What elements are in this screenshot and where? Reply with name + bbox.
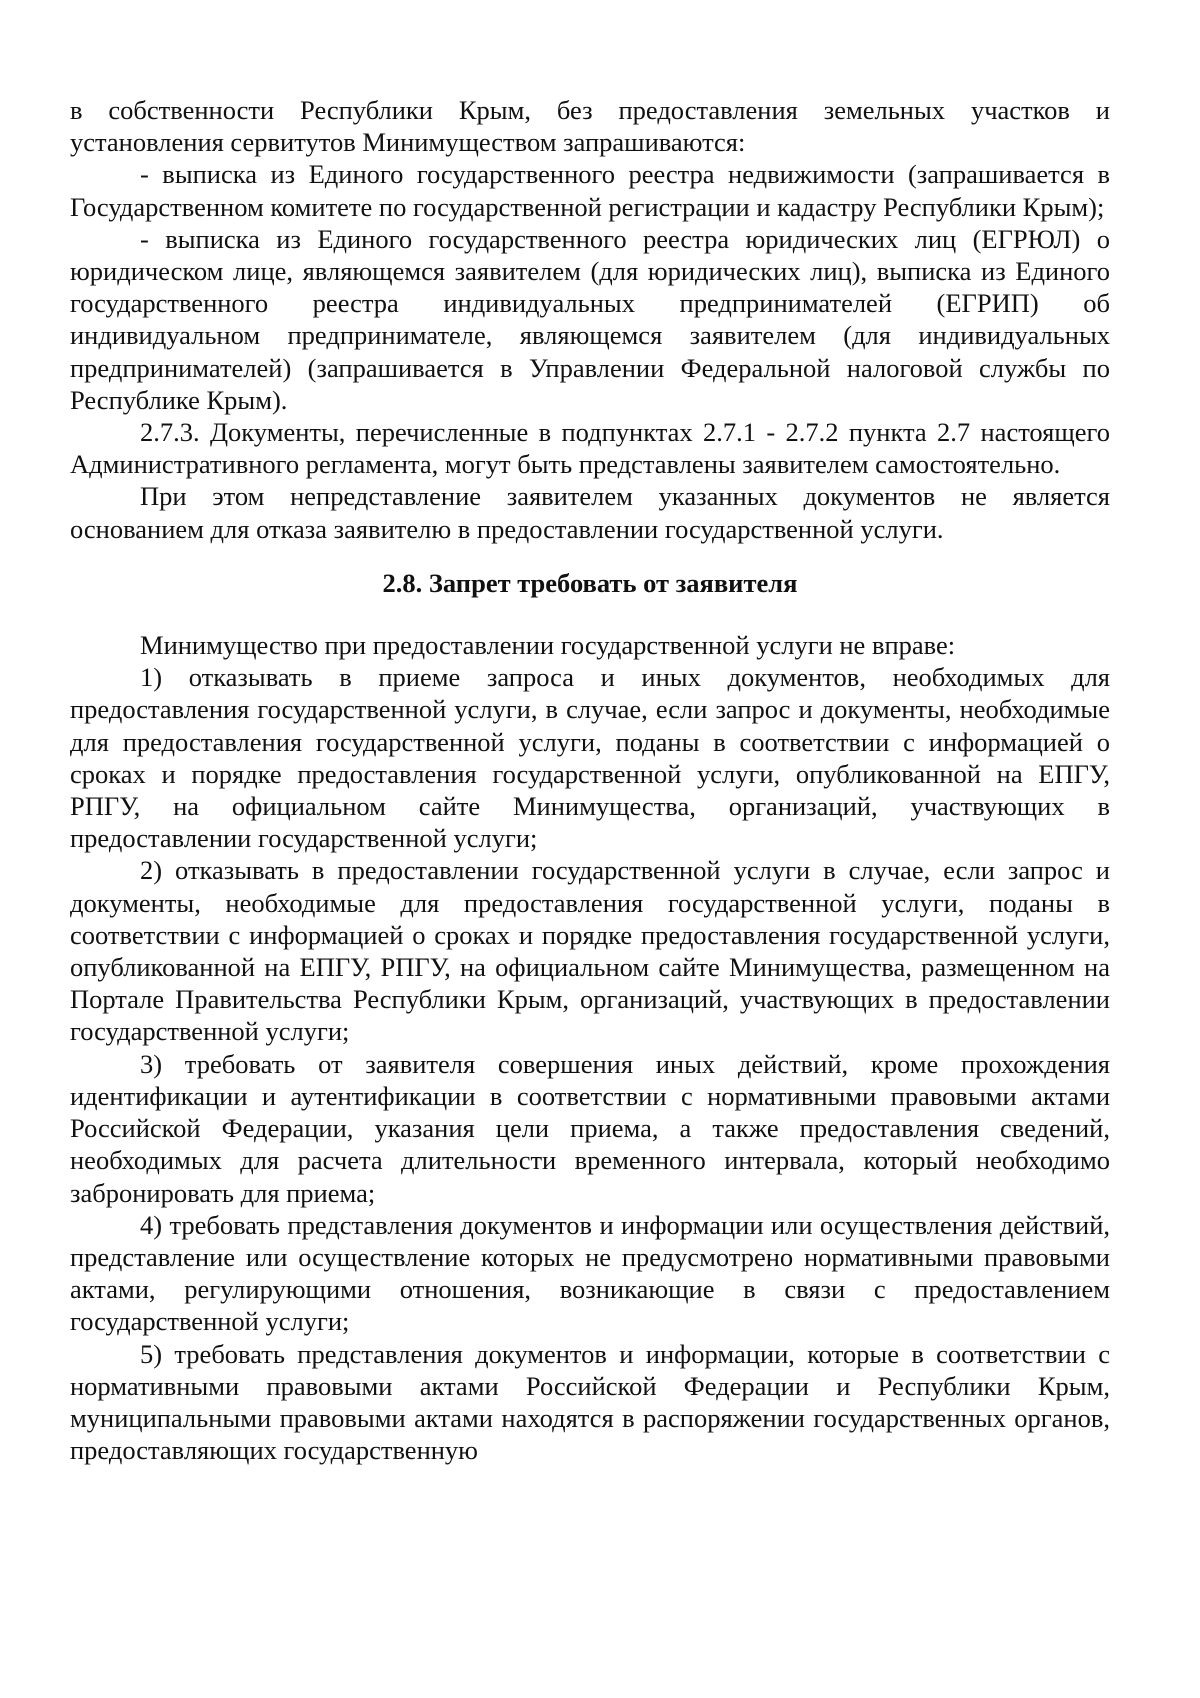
list-item-5: 5) требовать представления документов и информации, которые в соответствии с нормативными правовыми актами Российской Федерации и Республики Крым, муниципальными правовыми актами находятся в распоряжении государственных органов, предоставляющих государственную [70,1338,1110,1466]
document-page [70,94,1110,1466]
paragraph-2-7-3: 2.7.3. Документы, перечисленные в подпунктах 2.7.1 - 2.7.2 пункта 2.7 настоящего Административного регламента, могут быть представлены заявителем самостоятельно. [70,417,1110,480]
paragraph-continuation: в собственности Республики Крым, без предоставления земельных участков и установления сервитутов Минимуществом запрашиваются: [70,95,1110,158]
section-intro: Минимущество при предоставлении государственной услуги не вправе: [140,630,956,661]
list-item-3: 3) требовать от заявителя совершения иных действий, кроме прохождения идентификации и аутентификации в соответствии с нормативными правовыми актами Российской Федерации, указания цели приема, а также предоставления сведений, необходимых для расчета длительности временного интервала, который необходимо забронировать для приема; [70,1048,1110,1208]
paragraph-non-submission: При этом непредставление заявителем указанных документов не является основанием для отказа заявителю в предоставлении государственной услуги. [70,481,1110,544]
list-item-egrul-egrip-extract: - выписка из Единого государственного реестра юридических лиц (ЕГРЮЛ) о юридическом лице, являющемся заявителем (для юридических лиц), выписка из Единого государственного реестра индивидуальных предпринимателей (ЕГРИП) об индивидуальном предпринимателе, являющемся заявителем (для индивидуальных предпринимателей) (запрашивается в Управлении Федеральной налоговой службы по Республике Крым). [70,223,1110,415]
list-item-4: 4) требовать представления документов и информации или осуществления действий, представление или осуществление которых не предусмотрено нормативными правовыми актами, регулирующими отношения, возникающие в связи с предоставлением государственной услуги; [70,1209,1110,1337]
list-item-2: 2) отказывать в предоставлении государственной услуги в случае, если запрос и документы, необходимые для предоставления государственной услуги, поданы в соответствии с информацией о сроках и порядке предоставления государственной услуги, опубликованной на ЕПГУ, РПГУ, на официальном сайте Минимущества, размещенном на Портале Правительства Республики Крым, организаций, участвующих в предоставлении государственной услуги; [70,855,1110,1047]
section-heading: 2.8. Запрет требовать от заявителя [382,567,798,598]
list-item-1: 1) отказывать в приеме запроса и иных документов, необходимых для предоставления государственной услуги, в случае, если запрос и документы, необходимые для предоставления государственной услуги, поданы в соответствии с информацией о сроках и порядке предоставления государственной услуги, опубликованной на ЕПГУ, РПГУ, на официальном сайте Минимущества, организаций, участвующих в предоставлении государственной услуги; [70,662,1110,854]
list-item-egrn-extract: - выписка из Единого государственного реестра недвижимости (запрашивается в Государственном комитете по государственной регистрации и кадастру Республики Крым); [70,159,1110,222]
